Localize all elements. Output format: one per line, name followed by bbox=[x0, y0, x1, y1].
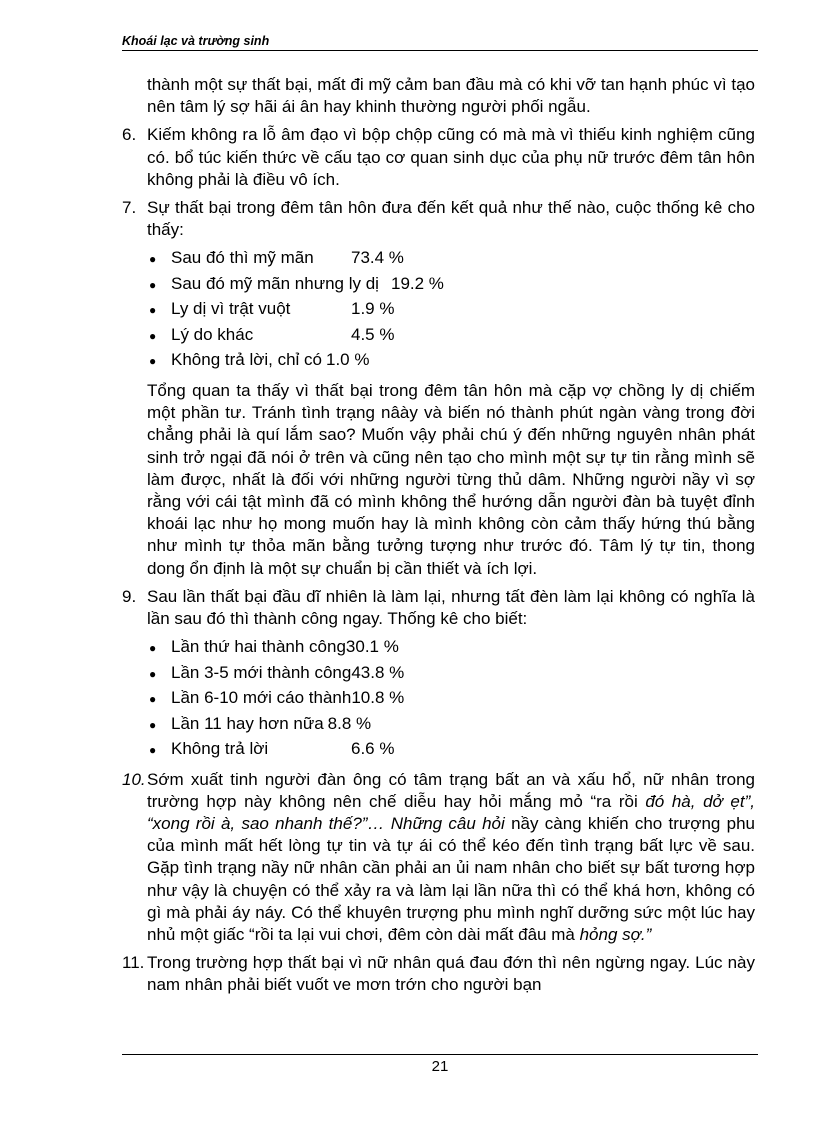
item-number: 11. bbox=[122, 953, 145, 973]
stat-row bbox=[147, 273, 755, 299]
page-number: 21 bbox=[431, 1058, 449, 1075]
stat-row bbox=[147, 247, 755, 273]
item-text-part: nầy càng khiến cho trượng phu của mình mất hết lòng tự tin và tự ái có thể kéo đến tình trạng bất lực về sau. Gặp tình trạng nầy nữ nhân cần phải an ủi nam nhân cho biết sự bất tương hợp như vậy là chuyện có thể xảy ra và làm lại lần nữa thì có thể khá hơn, không có gì mà phải áy náy. Có thể khuyên trượng phu mình nghĩ dưỡng sức một lúc hay nhủ một giấc “rồi ta lại vui chơi, đêm còn dài mất đâu mà bbox=[147, 814, 755, 945]
stat-row bbox=[147, 298, 755, 324]
bullet-icon: ● bbox=[149, 328, 157, 343]
stat-row bbox=[147, 738, 755, 764]
stat-row bbox=[147, 636, 755, 662]
paragraph-summary: Tổng quan ta thấy vì thất bại trong đêm tân hôn mà cặp vợ chồng ly dị chiếm một phần tư. Tránh tình trạng nâày và biến nó thành phút ngàn vàng trong đời chẳng phải là quí lắm sao? Muốn vậy phải chú ý đến những nguyên nhân phát sinh trở ngại đã nói ở trên và cũng nên tạo cho mình một sự tự tin rằng mình sẽ làm được, nhất là đối với những người từng thủ dâm. Những người nầy vì sợ rằng với cái tật mình đã có mình không thể hướng dẫn người đàn bà tuyệt đỉnh khoái lạc như họ mong muốn hay là mình không còn cảm thấy hứng thú bằng như mình tự thỏa mãn bằng tưởng tượng như trước đó. Tâm lý tự tin, thong dong ổn định là một sự chuẩn bị cần thiết và ích lợi. bbox=[147, 380, 755, 578]
running-header: Khoái lạc và trường sinh bbox=[122, 34, 758, 51]
bullet-icon: ● bbox=[149, 252, 157, 267]
stat-label: Lần thứ hai thành công bbox=[171, 637, 346, 657]
item-text-part: Sớm xuất tinh người đàn ông có tâm trạng bất an và xấu hổ, nữ nhân trong trường hợp này không nên chế diễu hay hỏi mắng mỏ “ra rồi bbox=[147, 769, 755, 811]
stat-label: Lần 6-10 mới cáo thành bbox=[171, 688, 352, 708]
item-number: 9. bbox=[122, 586, 137, 606]
stat-label: Không trả lời, chỉ có bbox=[171, 350, 322, 370]
footer-divider bbox=[122, 1054, 758, 1055]
stat-label: Lý do khác bbox=[171, 324, 254, 344]
stat-label: Sau đó thì mỹ mãn bbox=[171, 248, 314, 268]
stat-value: 30.1 % bbox=[345, 637, 399, 657]
stat-row bbox=[147, 662, 755, 688]
paragraph-continued: thành một sự thất bại, mất đi mỹ cảm ban đầu mà có khi vỡ tan hạnh phúc vì tạo nên tâm lý sợ hãi ái ân hay khinh thường người phối ngẫu. bbox=[147, 75, 755, 117]
item-number: 10. bbox=[122, 769, 146, 789]
bullet-icon: ● bbox=[149, 717, 157, 732]
item-text bbox=[147, 769, 755, 947]
item-text: Sự thất bại trong đêm tân hôn đưa đến kết quả như thế nào, cuộc thống kê cho thấy: bbox=[147, 198, 755, 240]
stat-value: 6.6 % bbox=[351, 739, 395, 759]
bullet-icon: ● bbox=[149, 277, 157, 292]
item-text: Kiếm không ra lỗ âm đạo vì bộp chộp cũng có mà mà vì thiếu kinh nghiệm cũng có. bổ túc kiến thức về cấu tạo cơ quan sinh dục của phụ nữ trước đêm tân hôn không phải là điều vô ích. bbox=[147, 125, 755, 189]
stat-value: 1.0 % bbox=[326, 350, 370, 370]
item-text-italic: đó hà, dở ẹt”, “xong rồi à, sao nhanh thế?”… Những câu hỏi bbox=[147, 791, 755, 834]
item-text: Trong trường hợp thất bại vì nữ nhân quá đau đớn thì nên ngừng ngay. Lúc này nam nhân phải biết vuốt ve mơn trớn cho người bạn bbox=[147, 953, 755, 995]
bullet-icon: ● bbox=[149, 692, 157, 707]
stat-label: Ly dị vì trật vuột bbox=[171, 299, 291, 319]
stat-label: Không trả lời bbox=[171, 739, 269, 759]
stat-value: 19.2 % bbox=[391, 273, 444, 293]
stats-list-1 bbox=[122, 247, 755, 375]
stat-value: 1.9 % bbox=[351, 299, 395, 319]
stat-value: 43.8 % bbox=[351, 662, 405, 682]
item-text-italic: hỏng sợ.” bbox=[579, 925, 652, 945]
stats-list-2 bbox=[122, 636, 755, 764]
stat-row bbox=[147, 324, 755, 350]
list-item-9 bbox=[122, 586, 755, 630]
item-text: Sau lần thất bại đầu dĩ nhiên là làm lại, nhưng tất đèn làm lại không có nghĩa là lần sau đó thì thành công ngay. Thống kê cho biết: bbox=[147, 586, 755, 628]
stat-label: Lần 11 hay hơn nữa bbox=[171, 713, 324, 733]
stat-row bbox=[147, 687, 755, 713]
item-number: 7. bbox=[122, 198, 137, 218]
stat-row bbox=[147, 713, 755, 739]
bullet-icon: ● bbox=[149, 743, 157, 758]
list-item-10 bbox=[122, 769, 755, 947]
bullet-icon: ● bbox=[149, 303, 157, 318]
list-item-6 bbox=[122, 124, 755, 191]
stat-row bbox=[147, 349, 755, 375]
list-item-7 bbox=[122, 197, 755, 241]
page-body bbox=[122, 74, 755, 1003]
item-number: 6. bbox=[122, 125, 137, 145]
bullet-icon: ● bbox=[149, 354, 157, 369]
stat-value: 10.8 % bbox=[351, 688, 405, 708]
bullet-icon: ● bbox=[149, 666, 157, 681]
stat-value: 8.8 % bbox=[327, 713, 372, 733]
list-item-11 bbox=[122, 952, 755, 996]
stat-label: Lần 3-5 mới thành công bbox=[171, 662, 352, 682]
stat-label: Sau đó mỹ mãn nhưng ly dị bbox=[171, 273, 379, 293]
bullet-icon: ● bbox=[149, 641, 157, 656]
stat-value: 4.5 % bbox=[351, 324, 395, 344]
stat-value: 73.4 % bbox=[351, 248, 404, 268]
